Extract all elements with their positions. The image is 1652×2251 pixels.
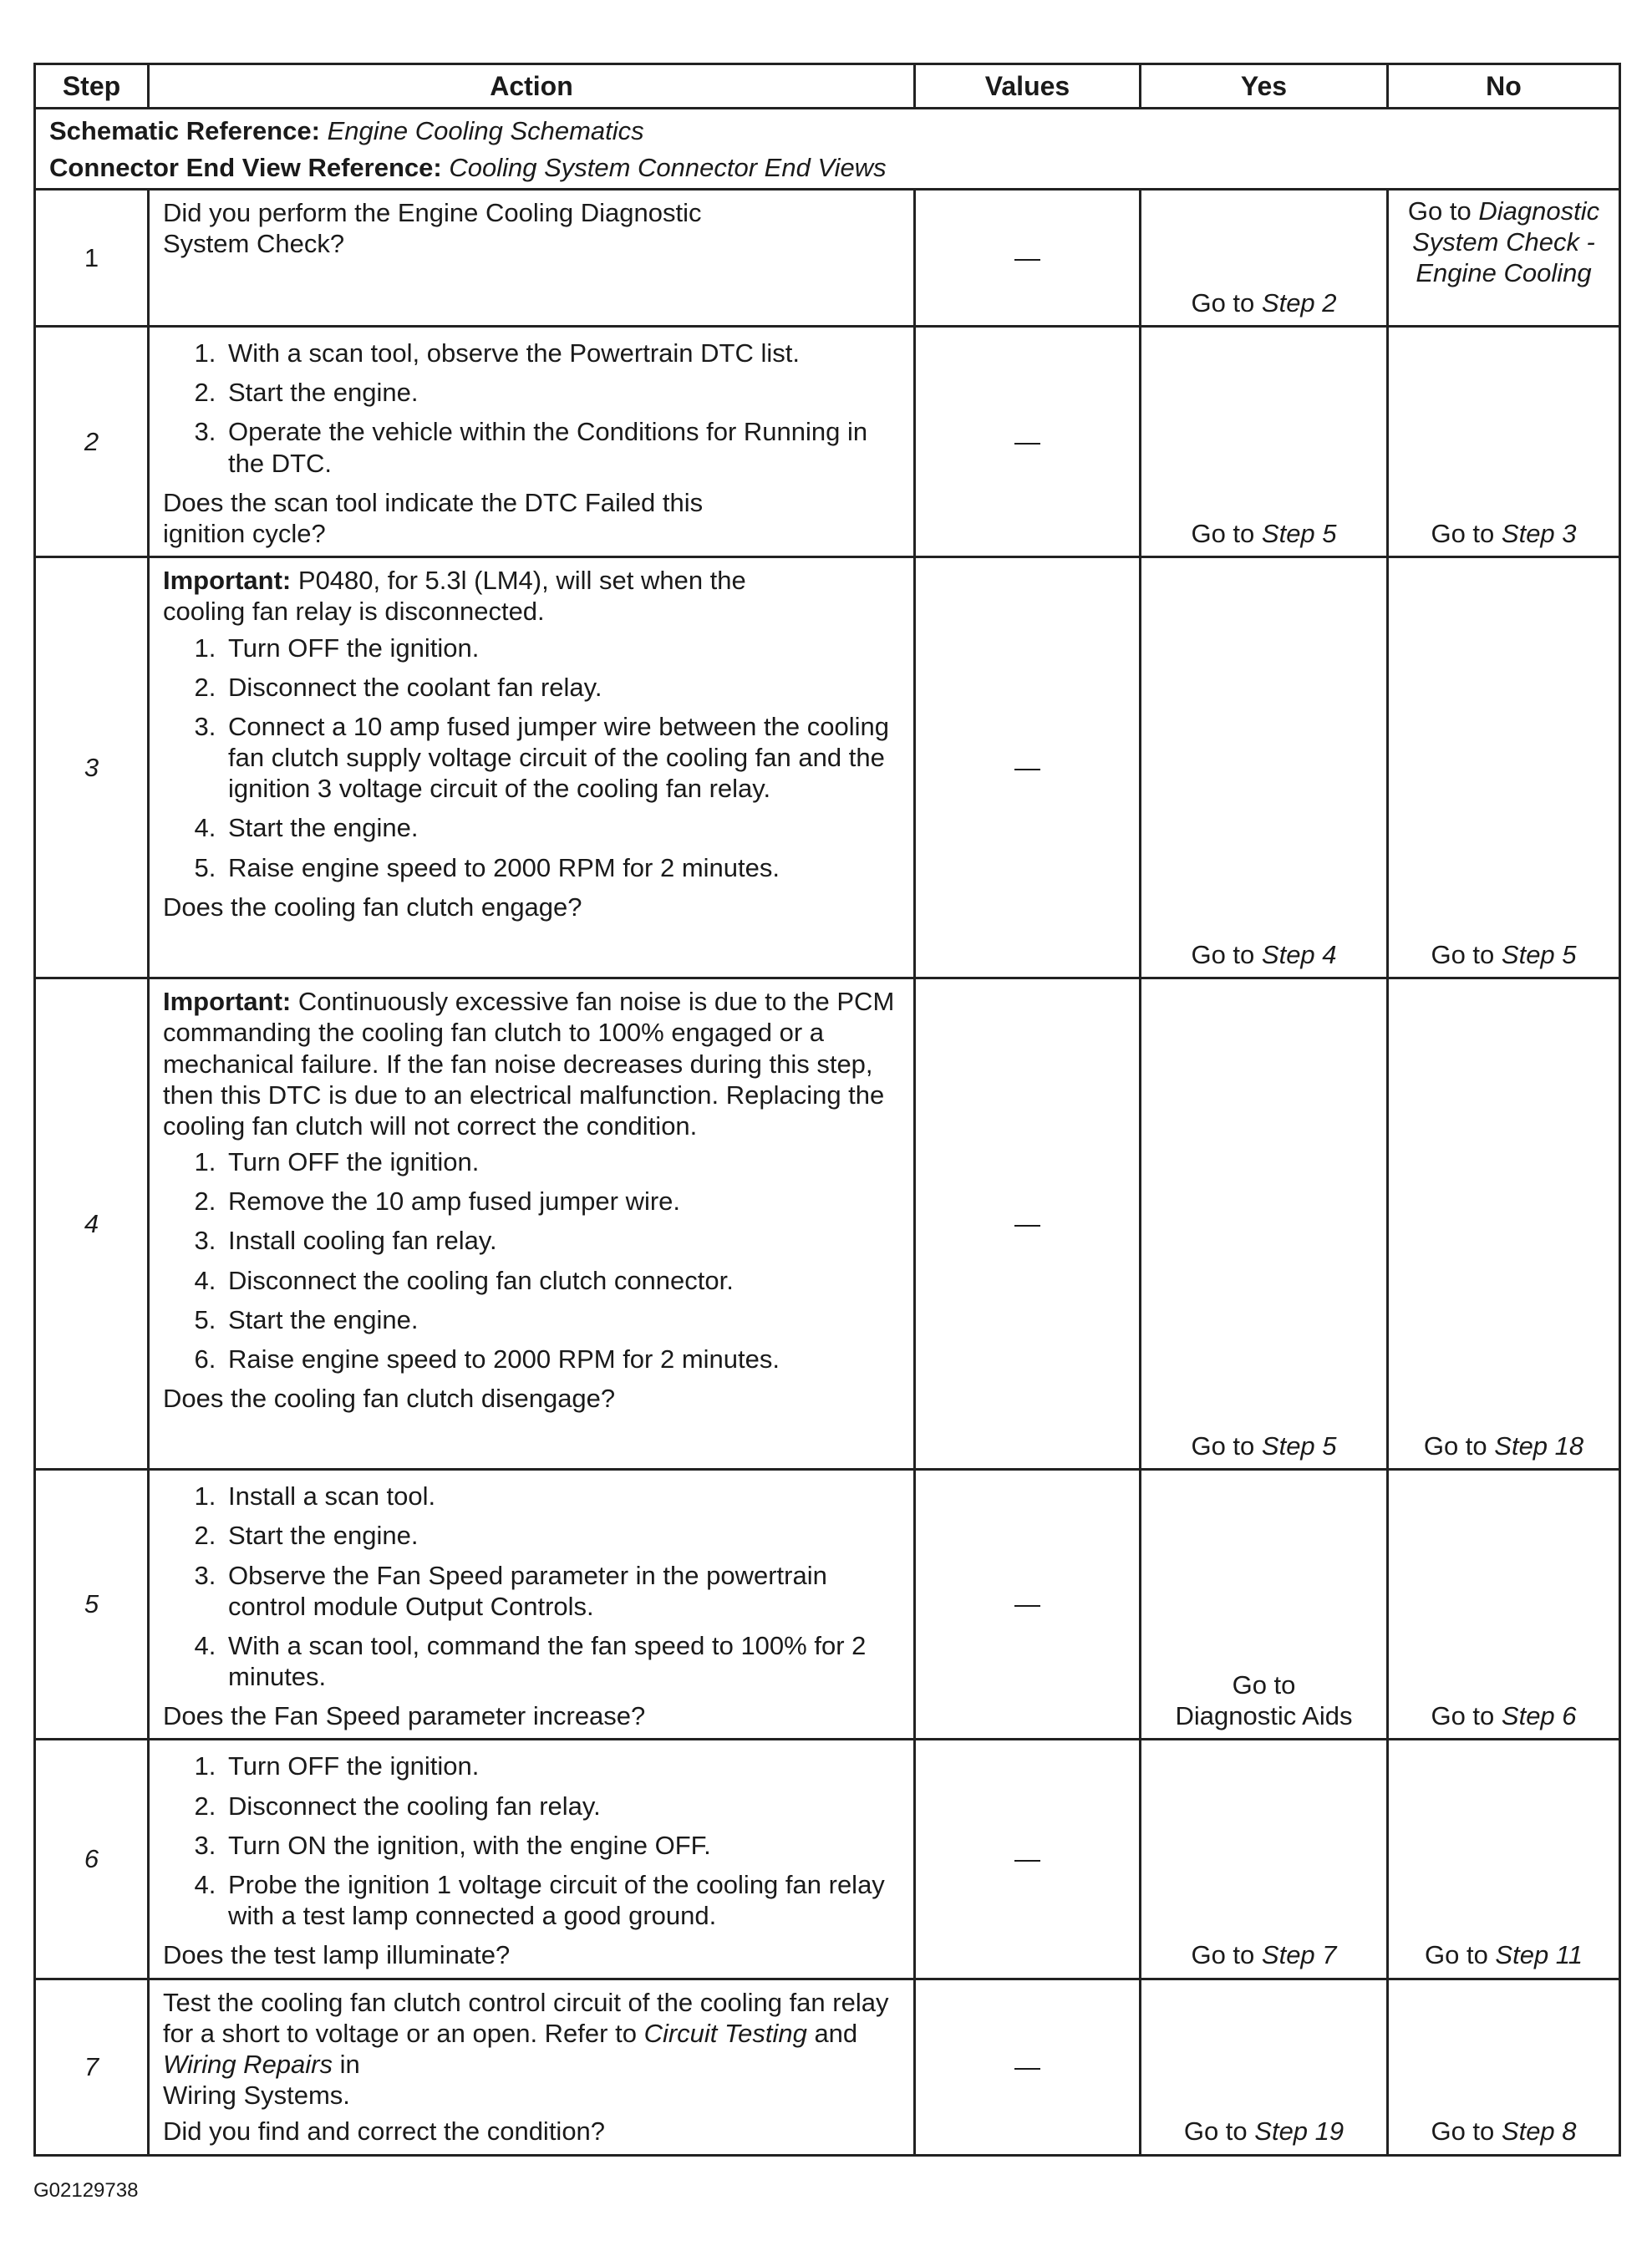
list-item: 3. Turn ON the ignition, with the engine OFF. <box>223 1830 902 1861</box>
step-number: 6 <box>35 1740 149 1979</box>
important-text: Continuously excessive fan noise is due to the PCM commanding the cooling fan clutch to 100% engaged or a mechanical failure. If the fan noise decreases during this step, then this DTC is due to an electrical malfunction. Replacing the cooling fan clutch will not correct the condition. <box>163 987 895 1141</box>
list-item: 5. Raise engine speed to 2000 RPM for 2 minutes. <box>223 852 902 883</box>
diagnostic-table <box>33 63 1621 2157</box>
action-text <box>163 1987 902 2111</box>
table-row <box>35 1979 1620 2155</box>
header-values: Values <box>915 64 1141 109</box>
connector-reference-row <box>35 150 1620 190</box>
values-cell: — <box>915 557 1141 978</box>
no-prefix: Go to <box>1431 518 1502 548</box>
action-cell <box>149 1740 915 1979</box>
table-row <box>35 1470 1620 1740</box>
important-note <box>163 986 902 1141</box>
no-prefix: Go to <box>1431 1701 1502 1731</box>
no-prefix: Go to <box>1423 1430 1495 1461</box>
action-question: Does the scan tool indicate the DTC Failed this ignition cycle? <box>163 487 704 548</box>
table-row <box>35 978 1620 1470</box>
action-cell <box>149 1470 915 1740</box>
yes-link: Step 5 <box>1261 518 1337 548</box>
action-question: Did you find and correct the condition? <box>163 2116 606 2147</box>
schematic-reference-row <box>35 109 1620 150</box>
list-item: 1. Turn OFF the ignition. <box>223 633 902 663</box>
action-list <box>163 1146 902 1374</box>
list-item: 4. With a scan tool, command the fan speed to 100% for 2 minutes. <box>223 1630 902 1692</box>
diagnostic-table-container <box>33 63 1619 2157</box>
values-cell: — <box>915 978 1141 1470</box>
no-cell <box>1388 1979 1620 2155</box>
table-row <box>35 1740 1620 1979</box>
no-cell <box>1388 190 1620 327</box>
list-item: 6. Raise engine speed to 2000 RPM for 2 minutes. <box>223 1344 902 1374</box>
important-label: Important: <box>163 566 292 596</box>
no-cell <box>1388 327 1620 557</box>
action-cell <box>149 190 915 327</box>
yes-link: Step 7 <box>1261 1940 1337 1970</box>
header-row <box>35 64 1620 109</box>
step-number: 7 <box>35 1979 149 2155</box>
list-item: 2. Disconnect the cooling fan relay. <box>223 1791 902 1822</box>
list-item: 3. Install cooling fan relay. <box>223 1225 902 1256</box>
yes-cell <box>1141 1470 1388 1740</box>
connector-reference-link: Cooling System Connector End Views <box>449 153 887 182</box>
list-item: 1. With a scan tool, observe the Powertrain DTC list. <box>223 338 902 368</box>
list-item: 1. Turn OFF the ignition. <box>223 1146 902 1177</box>
no-link: Step 18 <box>1494 1430 1584 1461</box>
action-cell <box>149 978 915 1470</box>
important-text: P0480, for 5.3l (LM4), will set when the cooling fan relay is disconnected. <box>163 566 746 627</box>
no-prefix: Go to <box>1431 2116 1502 2147</box>
yes-prefix: Go to <box>1232 1670 1296 1700</box>
step-number: 5 <box>35 1470 149 1740</box>
action-text-part: Test the cooling fan clutch control circuit of the cooling fan relay for a short to voltage or an open. Refer to <box>163 1987 889 2048</box>
no-prefix: Go to <box>1424 1940 1496 1970</box>
schematic-reference-label: Schematic Reference: <box>49 116 320 145</box>
yes-cell <box>1141 1979 1388 2155</box>
list-item: 4. Start the engine. <box>223 812 902 843</box>
yes-link: Step 5 <box>1261 1430 1337 1461</box>
list-item: 2. Remove the 10 amp fused jumper wire. <box>223 1186 902 1217</box>
action-list <box>163 1481 902 1692</box>
no-link: Step 8 <box>1501 2116 1577 2147</box>
no-cell <box>1388 1740 1620 1979</box>
yes-prefix: Go to <box>1191 1430 1262 1461</box>
list-item: 2. Disconnect the coolant fan relay. <box>223 672 902 703</box>
action-list <box>163 1750 902 1931</box>
values-cell: — <box>915 1740 1141 1979</box>
table-row <box>35 557 1620 978</box>
list-item: 2. Start the engine. <box>223 377 902 408</box>
table-row <box>35 327 1620 557</box>
action-cell <box>149 327 915 557</box>
yes-prefix: Go to <box>1191 1940 1262 1970</box>
schematic-reference-link: Engine Cooling Schematics <box>327 116 644 145</box>
figure-id: G02129738 <box>33 2179 139 2202</box>
list-item: 5. Start the engine. <box>223 1304 902 1335</box>
action-list <box>163 338 902 479</box>
yes-prefix: Go to <box>1191 287 1262 318</box>
step-number: 3 <box>35 557 149 978</box>
values-cell: — <box>915 327 1141 557</box>
yes-prefix: Go to <box>1183 2116 1255 2147</box>
yes-prefix: Go to <box>1191 939 1262 969</box>
yes-link: Step 2 <box>1261 287 1337 318</box>
no-cell <box>1388 978 1620 1470</box>
important-note <box>163 565 902 627</box>
list-item: 4. Disconnect the cooling fan clutch connector. <box>223 1265 902 1296</box>
action-question: Does the Fan Speed parameter increase? <box>163 1701 646 1731</box>
no-prefix: Go to <box>1407 196 1479 226</box>
action-text-part: in <box>333 2049 360 2079</box>
list-item: 2. Start the engine. <box>223 1520 902 1551</box>
yes-cell <box>1141 978 1388 1470</box>
no-prefix: Go to <box>1431 939 1502 969</box>
header-action: Action <box>149 64 915 109</box>
no-link: Step 11 <box>1495 1940 1583 1970</box>
circuit-testing-reference: Circuit Testing <box>643 2018 807 2048</box>
wiring-repairs-reference: Wiring Repairs <box>163 2049 333 2079</box>
yes-link: Step 4 <box>1261 939 1337 969</box>
action-cell <box>149 1979 915 2155</box>
list-item: 3. Operate the vehicle within the Conditions for Running in the DTC. <box>223 416 902 478</box>
header-no: No <box>1388 64 1620 109</box>
action-question: Does the cooling fan clutch disengage? <box>163 1384 616 1414</box>
action-text: Did you perform the Engine Cooling Diagnostic System Check? <box>163 198 702 259</box>
header-step: Step <box>35 64 149 109</box>
no-cell <box>1388 557 1620 978</box>
no-link: Step 5 <box>1501 939 1577 969</box>
yes-cell <box>1141 1740 1388 1979</box>
yes-prefix: Go to <box>1191 518 1262 548</box>
yes-link: Step 19 <box>1254 2116 1344 2147</box>
no-link: Step 3 <box>1501 518 1577 548</box>
yes-cell <box>1141 327 1388 557</box>
no-link: Diagnostic System Check - Engine Cooling <box>1412 196 1600 288</box>
list-item: 1. Install a scan tool. <box>223 1481 902 1512</box>
list-item: 3. Connect a 10 amp fused jumper wire between the cooling fan clutch supply voltage circuit of the cooling fan and the ignition 3 voltage circuit of the cooling fan relay. <box>223 711 902 805</box>
yes-cell <box>1141 190 1388 327</box>
action-question: Does the test lamp illuminate? <box>163 1940 511 1970</box>
action-cell <box>149 557 915 978</box>
no-cell <box>1388 1470 1620 1740</box>
values-cell: — <box>915 190 1141 327</box>
step-number: 1 <box>35 190 149 327</box>
important-label: Important: <box>163 987 292 1017</box>
no-link: Step 6 <box>1501 1701 1577 1731</box>
step-number: 2 <box>35 327 149 557</box>
action-text-part: Wiring Systems. <box>163 2081 350 2111</box>
header-yes: Yes <box>1141 64 1388 109</box>
list-item: 4. Probe the ignition 1 voltage circuit of the cooling fan relay with a test lamp connected a good ground. <box>223 1869 902 1931</box>
action-list <box>163 633 902 883</box>
action-question: Does the cooling fan clutch engage? <box>163 892 582 922</box>
table-row <box>35 190 1620 327</box>
yes-cell <box>1141 557 1388 978</box>
connector-reference-label: Connector End View Reference: <box>49 153 442 182</box>
action-text-part: and <box>806 2018 858 2048</box>
values-cell: — <box>915 1470 1141 1740</box>
list-item: 1. Turn OFF the ignition. <box>223 1750 902 1781</box>
yes-link: Diagnostic Aids <box>1175 1701 1353 1731</box>
list-item: 3. Observe the Fan Speed parameter in the powertrain control module Output Controls. <box>223 1560 902 1622</box>
values-cell: — <box>915 1979 1141 2155</box>
step-number: 4 <box>35 978 149 1470</box>
